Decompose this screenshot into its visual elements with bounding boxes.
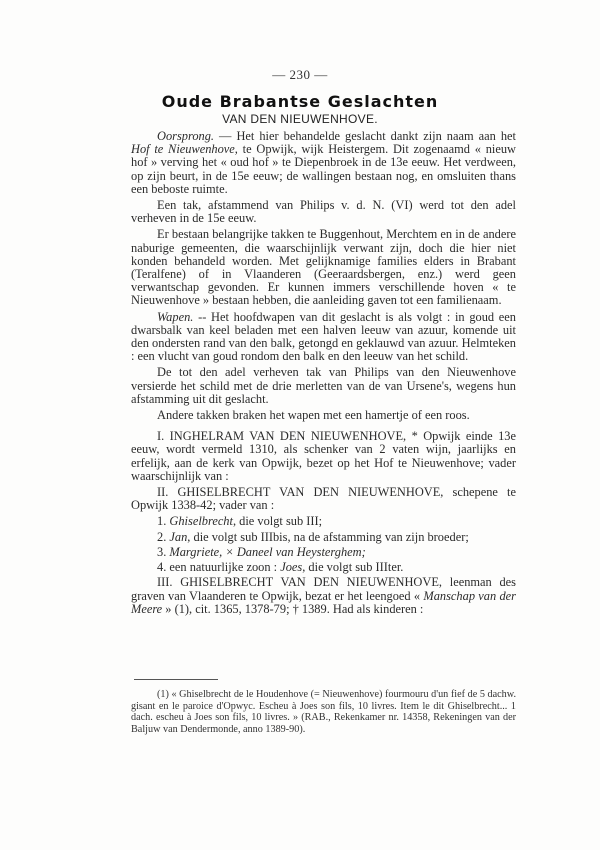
child-number: 3. <box>157 544 167 559</box>
arms-text: -- Het hoofdwapen van dit geslacht is als volgt : in goud een dwarsbalk van keel beladen met een halven leeuw van azuur, komende uit den ondersten rand van den balk, getongd en geklauwd van azuur. Helmteken : een vlucht van goud rondom den balk en den leeuw van het schild. <box>131 309 516 364</box>
origin-hof-name: Hof te Nieuwenhove, <box>131 142 238 157</box>
child-prefix: een natuurlijke zoon : <box>169 560 281 575</box>
footnote-1: (1) « Ghiselbrecht de le Houdenhove (= Nieuwenhove) fourmouru d'un fief de 5 dachw. gisant en le paroice d'Opwyc. Escheu à Joes son fils, 10 livres. Item le dit Ghiselbrecht... 1 dach. escheu à Joes son fils, 10 livres. » (RAB., Rekenkamer nr. 14358, Rekeningen van der Baljuw van Dendermonde, anno 1389-90). <box>131 689 516 735</box>
child-item <box>131 546 516 559</box>
child-detail: , die volgt sub III; <box>232 514 323 529</box>
paragraph-origin <box>131 130 516 196</box>
generation-3 <box>131 576 516 616</box>
gen3-text-b: » (1), cit. 1365, 1378-79; † 1389. Had als kinderen : <box>162 601 424 616</box>
paragraph-merlets: De tot den adel verheven tak van Philips van den Nieuwenhove versierde het schild met de drie merletten van de van Ursene's, wegens hun afstamming uit dit geslacht. <box>131 365 516 406</box>
gen3-fief-name: Manschap van der Meere <box>131 588 516 616</box>
footnote <box>131 689 516 735</box>
paragraph-arms <box>131 311 516 364</box>
generation-1: I. INGHELRAM VAN DEN NIEUWENHOVE, * Opwijk einde 13e eeuw, wordt vermeld 1310, als schenker van 2 vaten wijn, jaarlijks en erfelijk, aan de kerk van Opwijk, bezet op het Hof te Nieuwenhove; vader waarschijnlijk van : <box>131 429 516 483</box>
gen3-text-a: III. GHISELBRECHT VAN DEN NIEUWENHOVE, leenman des graven van Vlaanderen te Opwijk, bezat er het leengoed « <box>131 575 516 603</box>
footnote-divider <box>134 679 218 680</box>
origin-text-a: — Het hier behandelde geslacht dankt zijn naam aan het <box>214 129 516 143</box>
origin-label: Oorsprong. <box>157 129 215 143</box>
child-number: 2. <box>157 529 167 544</box>
arms-label: Wapen. <box>157 309 194 324</box>
page-title: Oude Brabantse Geslachten <box>161 92 439 111</box>
child-number: 1. <box>157 514 167 529</box>
child-item <box>131 515 516 528</box>
child-name: Ghiselbrecht <box>169 514 233 529</box>
child-detail: , die volgt sub IIIter. <box>302 560 404 575</box>
page-number: — 230 — <box>272 67 328 82</box>
child-detail: , die volgt sub IIIbis, na de afstamming van zijn broeder; <box>187 529 469 544</box>
paragraph-other-branches: Andere takken braken het wapen met een hamertje of een roos. <box>157 408 470 423</box>
child-number: 4. <box>157 560 167 575</box>
child-name: Margriete, × Daneel van Heysterghem; <box>169 544 366 559</box>
paragraph-nobility: Een tak, afstammend van Philips v. d. N. (VI) werd tot den adel verheven in de 15e eeuw. <box>131 198 516 226</box>
family-heading: VAN DEN NIEUWENHOVE. <box>222 112 378 126</box>
child-item <box>131 531 516 544</box>
child-name: Joes <box>280 560 303 575</box>
paragraph-branches: Er bestaan belangrijke takken te Buggenhout, Merchtem en in de andere naburige gemeenten, die waarschijnlijk verwant zijn, doch die hier niet konden behandeld worden. Met gelijknamige families elders in Brabant (Teralfene) of in Vlaanderen (Geeraardsbergen, enz.) werd geen verwantschap gevonden. Er kunnen immers verschillende hoven « te Nieuwenhove » bestaan hebben, die aanleiding gaven tot een familienaam. <box>131 227 516 308</box>
origin-text-b: te Opwijk, wijk Heistergem. Dit zogenaamd « nieuw hof » verving het « oud hof » te Diepenbroek in de 13e eeuw. Het verdween, op zijn beurt, in de 15e eeuw; de wallingen bestaan nog, en omsluiten thans een beboste ruimte. <box>131 142 516 196</box>
body-text <box>131 130 516 619</box>
generation-2: II. GHISELBRECHT VAN DEN NIEUWENHOVE, schepene te Opwijk 1338-42; vader van : <box>131 485 516 513</box>
child-name: Jan <box>169 529 188 544</box>
child-item <box>131 561 516 574</box>
